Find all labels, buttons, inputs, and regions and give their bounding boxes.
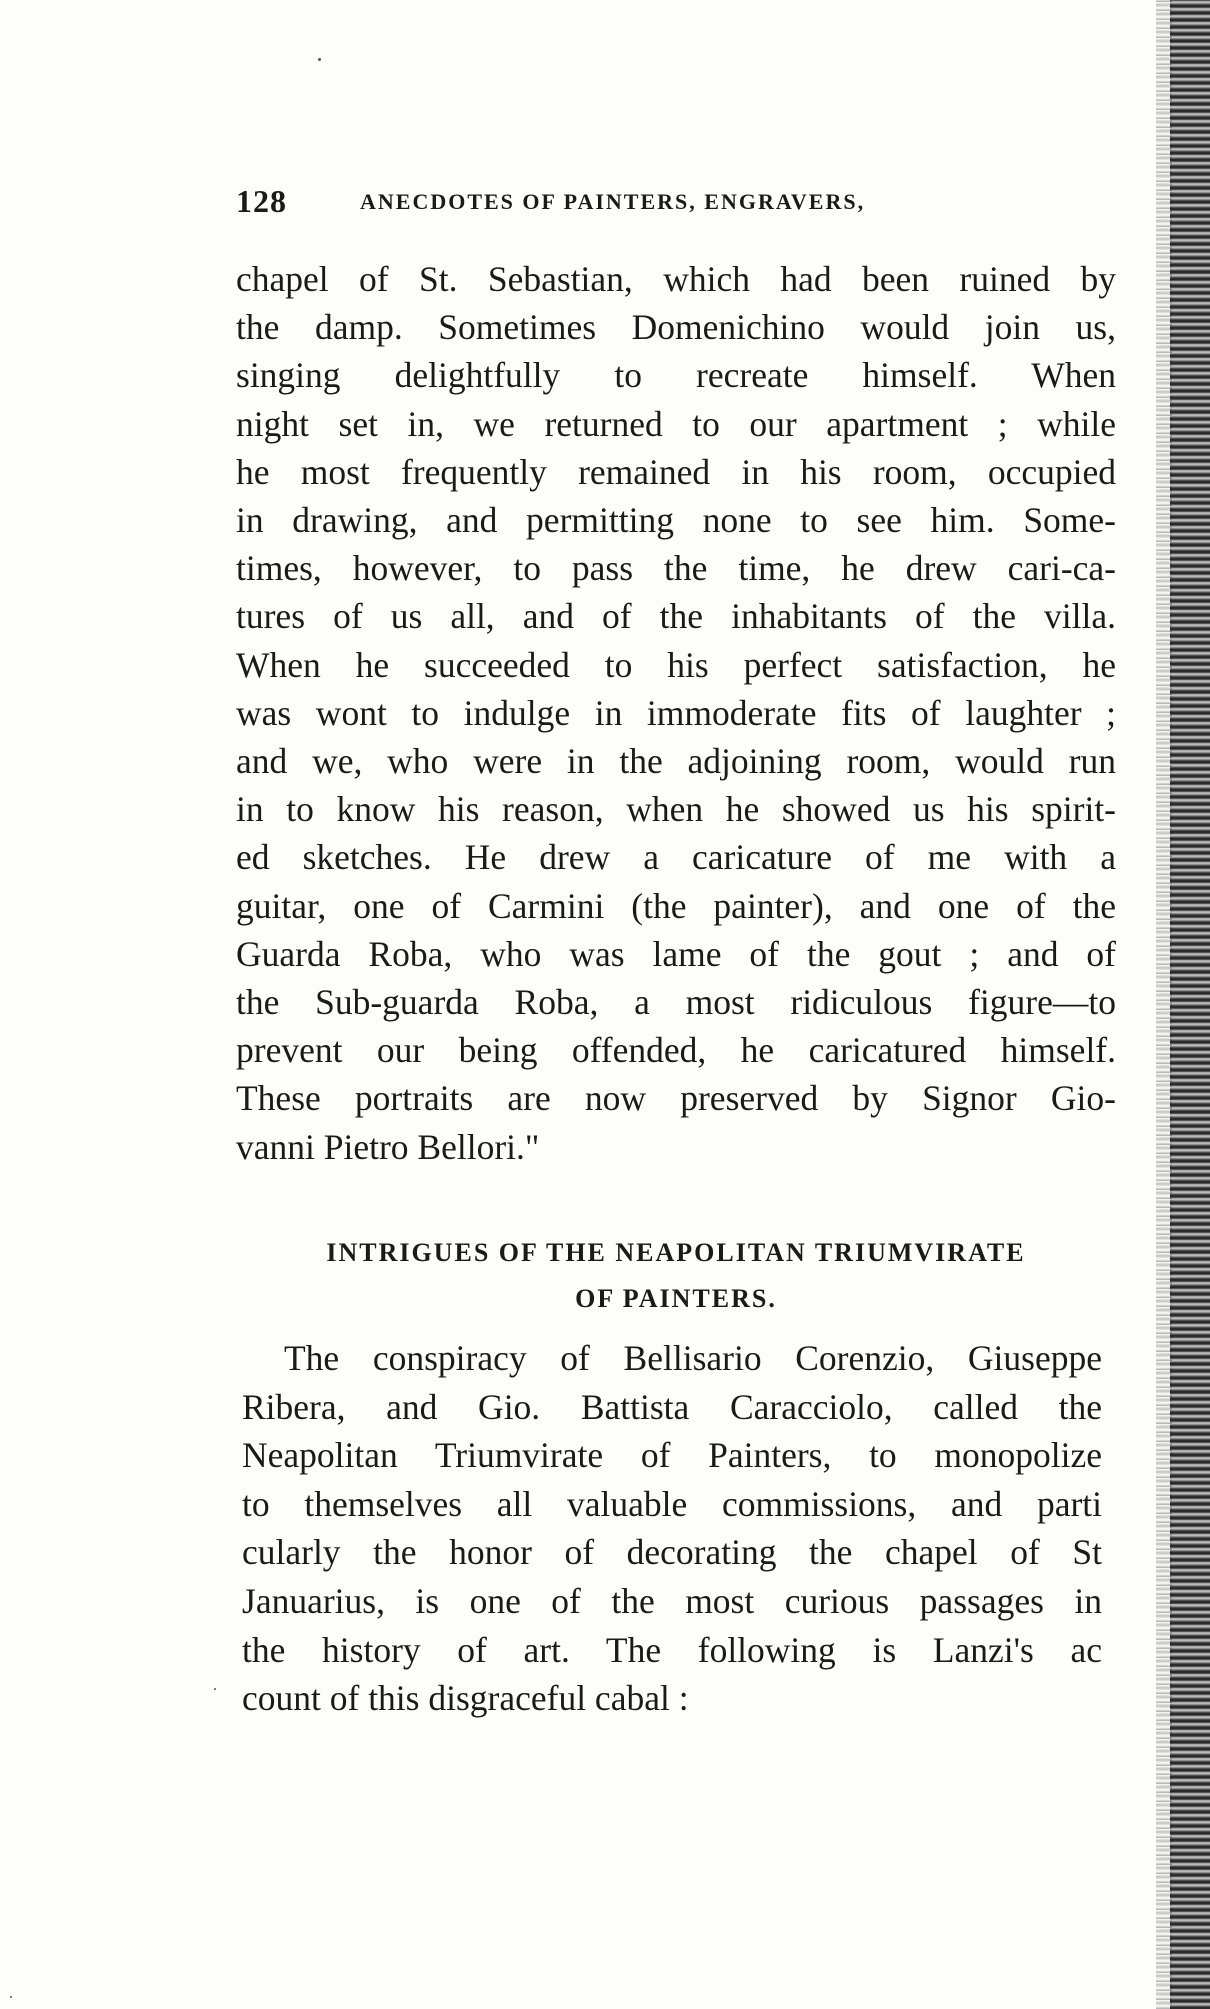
page-edge-shadow [1170,0,1210,2009]
text-line: Guarda Roba, who was lame of the gout ; and of [236,933,1116,974]
text-line: to themselves all valuable commissions, and parti [242,1483,1102,1524]
section-paragraph [242,1334,1102,1723]
text-line: was wont to indulge in immoderate fits of laughter ; [236,692,1116,733]
text-line: count of this disgraceful cabal : [242,1678,689,1719]
section-heading [236,1230,1116,1322]
running-head: ANECDOTES OF PAINTERS, ENGRAVERS, [360,189,866,214]
text-line: in to know his reason, when he showed us his spirit- [236,789,1116,830]
text-line: and we, who were in the adjoining room, would run [236,741,1116,782]
paper-speck [214,1688,216,1690]
text-line: the damp. Sometimes Domenichino would join us, [236,307,1116,348]
page-number: 128 [236,183,287,219]
text-line: tures of us all, and of the inhabitants of the villa. [236,596,1116,637]
text-line: chapel of St. Sebastian, which had been ruined by [236,259,1116,299]
section-heading-line: INTRIGUES OF THE NEAPOLITAN TRIUMVIRATE [326,1238,1026,1267]
text-line: vanni Pietro Bellori." [236,1126,540,1167]
text-line: he most frequently remained in his room, occupied [236,451,1116,492]
text-line: Januarius, is one of the most curious passages in [242,1580,1102,1621]
text-line: guitar, one of Carmini (the painter), and one of the [236,885,1116,926]
text-line: The conspiracy of Bellisario Corenzio, Giuseppe [284,1338,1102,1378]
text-line: in drawing, and permitting none to see him. Some- [236,500,1116,541]
text-line: cularly the honor of decorating the chapel of St [242,1532,1102,1573]
text-line: prevent our being offended, he caricatured himself. [236,1030,1116,1071]
page-header [236,183,1016,219]
text-line: When he succeeded to his perfect satisfaction, he [236,644,1116,685]
paper-speck [10,1996,12,1998]
paper-speck [318,58,321,61]
text-line: Ribera, and Gio. Battista Caracciolo, called the [242,1386,1102,1427]
text-line: ed sketches. He drew a caricature of me with a [236,837,1116,878]
text-line: These portraits are now preserved by Signor Gio- [236,1078,1116,1119]
text-line: times, however, to pass the time, he drew cari-ca- [236,548,1116,589]
text-line: Neapolitan Triumvirate of Painters, to monopolize [242,1435,1102,1476]
text-line: night set in, we returned to our apartment ; while [236,403,1116,444]
section-heading-line: OF PAINTERS. [575,1284,777,1313]
text-line: the Sub-guarda Roba, a most ridiculous figure—to [236,982,1116,1023]
text-line: the history of art. The following is Lanzi's ac [242,1629,1102,1670]
text-line: singing delightfully to recreate himself. When [236,355,1116,396]
body-paragraph [236,255,1116,1171]
